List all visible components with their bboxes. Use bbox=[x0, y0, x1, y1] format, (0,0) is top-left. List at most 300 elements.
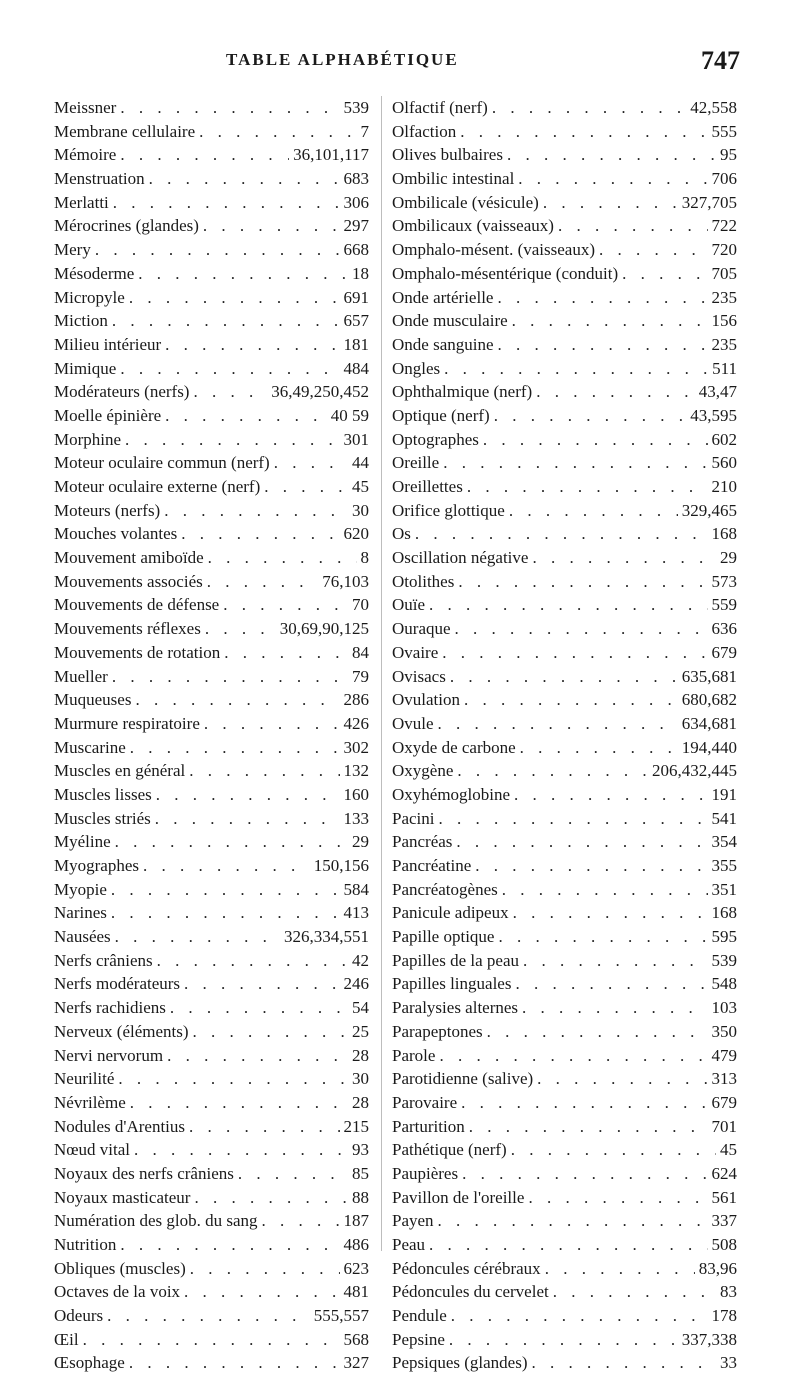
index-term: Mouvement amiboïde bbox=[54, 548, 204, 568]
index-term: Myéline bbox=[54, 832, 111, 852]
page-reference: 43,47 bbox=[698, 382, 737, 402]
index-entry bbox=[392, 688, 737, 712]
page-reference: 657 bbox=[343, 311, 369, 331]
page-reference: 511 bbox=[712, 358, 737, 378]
index-term: Octaves de la voix bbox=[54, 1282, 181, 1302]
index-term: Papille optique bbox=[392, 927, 495, 947]
index-entry bbox=[54, 1233, 369, 1257]
leader-dots bbox=[475, 854, 707, 878]
index-entry bbox=[392, 120, 737, 144]
index-entry bbox=[54, 688, 369, 712]
index-entry bbox=[54, 96, 369, 120]
page-reference: 194,440 bbox=[681, 737, 737, 757]
page-reference: 337,338 bbox=[681, 1329, 737, 1349]
leader-dots bbox=[443, 451, 707, 475]
leader-dots bbox=[462, 1162, 707, 1186]
index-term: Optographes bbox=[392, 429, 479, 449]
leader-dots bbox=[189, 1115, 339, 1139]
page-reference: 40 59 bbox=[330, 405, 369, 425]
leader-dots bbox=[130, 1091, 348, 1115]
index-term: Ombilic intestinal bbox=[392, 169, 515, 189]
page-reference: 337 bbox=[711, 1211, 737, 1231]
index-term: Noyaux masticateur bbox=[54, 1187, 191, 1207]
index-term: Ombilicaux (vaisseaux) bbox=[392, 216, 554, 236]
index-entry bbox=[392, 1280, 737, 1304]
leader-dots bbox=[512, 309, 708, 333]
leader-dots bbox=[520, 736, 678, 760]
index-entry bbox=[392, 593, 737, 617]
leader-dots bbox=[193, 380, 267, 404]
page-reference: 18 bbox=[352, 263, 369, 283]
leader-dots bbox=[164, 499, 348, 523]
index-entry bbox=[54, 712, 369, 736]
leader-dots bbox=[469, 1115, 708, 1139]
page-reference: 484 bbox=[343, 358, 369, 378]
leader-dots bbox=[107, 1304, 310, 1328]
page-reference: 706 bbox=[711, 169, 737, 189]
index-entry bbox=[54, 949, 369, 973]
leader-dots bbox=[536, 380, 695, 404]
page-reference: 76,103 bbox=[322, 571, 369, 591]
index-term: Oreille bbox=[392, 453, 440, 473]
index-entry bbox=[392, 1351, 737, 1375]
page-reference: 156 bbox=[711, 311, 737, 331]
leader-dots bbox=[207, 570, 319, 594]
page-reference: 297 bbox=[343, 216, 369, 236]
index-term: Muqueuses bbox=[54, 690, 132, 710]
index-entry bbox=[54, 191, 369, 215]
index-entry bbox=[392, 262, 737, 286]
index-entry bbox=[54, 262, 369, 286]
leader-dots bbox=[181, 522, 339, 546]
index-entry bbox=[392, 830, 737, 854]
leader-dots bbox=[537, 1067, 707, 1091]
index-term: Parole bbox=[392, 1045, 436, 1065]
page-reference: 85 bbox=[352, 1163, 369, 1183]
index-term: Omphalo-mésent. (vaisseaux) bbox=[392, 240, 595, 260]
index-entry bbox=[392, 665, 737, 689]
index-term: Pepsine bbox=[392, 1329, 445, 1349]
page-reference: 705 bbox=[711, 263, 737, 283]
index-term: Parovaire bbox=[392, 1092, 458, 1112]
index-entry bbox=[392, 1067, 737, 1091]
page-reference: 84 bbox=[352, 642, 369, 662]
index-entry bbox=[392, 238, 737, 262]
leader-dots bbox=[135, 688, 339, 712]
index-term: Nerfs rachidiens bbox=[54, 998, 166, 1018]
leader-dots bbox=[224, 641, 348, 665]
page-reference: 54 bbox=[352, 998, 369, 1018]
index-term: Ovulation bbox=[392, 690, 460, 710]
page-reference: 168 bbox=[711, 903, 737, 923]
page-reference: 602 bbox=[711, 429, 737, 449]
index-term: Œsophage bbox=[54, 1353, 125, 1373]
index-entry bbox=[54, 499, 369, 523]
leader-dots bbox=[497, 286, 707, 310]
index-entry bbox=[392, 949, 737, 973]
index-term: Muscles lisses bbox=[54, 784, 152, 804]
leader-dots bbox=[553, 1280, 716, 1304]
leader-dots bbox=[165, 333, 339, 357]
index-entry bbox=[392, 428, 737, 452]
page-reference: 36,49,250,452 bbox=[271, 382, 369, 402]
index-entry bbox=[392, 617, 737, 641]
index-entry bbox=[392, 901, 737, 925]
page-reference: 623 bbox=[343, 1258, 369, 1278]
page-reference: 28 bbox=[352, 1045, 369, 1065]
index-entry bbox=[392, 807, 737, 831]
index-term: Pepsiques (glandes) bbox=[392, 1353, 528, 1373]
index-entry bbox=[54, 309, 369, 333]
index-term: Oxyde de carbone bbox=[392, 737, 516, 757]
index-term: Pancréatine bbox=[392, 856, 472, 875]
index-term: Ophthalmique (nerf) bbox=[392, 382, 533, 402]
index-entry bbox=[54, 878, 369, 902]
leader-dots bbox=[449, 1328, 678, 1352]
leader-dots bbox=[507, 143, 716, 167]
index-entry bbox=[392, 759, 737, 783]
leader-dots bbox=[156, 783, 340, 807]
index-term: Ongles bbox=[392, 358, 441, 378]
index-term: Micropyle bbox=[54, 287, 125, 307]
index-term: Obliques (muscles) bbox=[54, 1258, 186, 1278]
index-term: Numération des glob. du sang bbox=[54, 1211, 258, 1231]
leader-dots bbox=[429, 1233, 707, 1257]
index-entry bbox=[54, 1067, 369, 1091]
leader-dots bbox=[274, 451, 348, 475]
leader-dots bbox=[532, 546, 716, 570]
index-term: Mémoire bbox=[54, 145, 117, 165]
page-reference: 680,682 bbox=[681, 690, 737, 710]
index-entry bbox=[54, 1280, 369, 1304]
index-term: Pancréas bbox=[392, 832, 453, 852]
page-reference: 30,69,90,125 bbox=[279, 619, 369, 639]
page-reference: 326,334,551 bbox=[284, 927, 369, 947]
index-entry bbox=[392, 333, 737, 357]
index-term: Nodules d'Arentius bbox=[54, 1116, 186, 1136]
index-entry bbox=[54, 593, 369, 617]
page-reference: 150,156 bbox=[313, 856, 369, 875]
leader-dots bbox=[458, 570, 707, 594]
page-reference: 210 bbox=[711, 477, 737, 496]
index-term: Oreillettes bbox=[392, 477, 463, 496]
index-column-left bbox=[54, 96, 369, 1375]
index-term: Oxygène bbox=[392, 761, 454, 781]
leader-dots bbox=[622, 262, 707, 286]
index-term: Muscarine bbox=[54, 737, 126, 757]
page-reference: 29 bbox=[352, 832, 369, 852]
page-reference: 191 bbox=[711, 784, 737, 804]
index-term: Papilles de la peau bbox=[392, 950, 519, 970]
index-term: Paralysies alternes bbox=[392, 998, 519, 1018]
leader-dots bbox=[545, 1257, 695, 1281]
index-entry bbox=[54, 617, 369, 641]
page-reference: 306 bbox=[343, 192, 369, 212]
index-entry bbox=[54, 901, 369, 925]
leader-dots bbox=[599, 238, 708, 262]
index-term: Nausées bbox=[54, 927, 111, 947]
index-entry bbox=[54, 736, 369, 760]
leader-dots bbox=[149, 167, 340, 191]
index-term: Mérocrines (glandes) bbox=[54, 216, 199, 236]
leader-dots bbox=[415, 522, 708, 546]
page-reference: 679 bbox=[711, 642, 737, 662]
index-term: Œil bbox=[54, 1329, 79, 1349]
index-entry bbox=[392, 499, 737, 523]
index-entry bbox=[392, 522, 737, 546]
page-reference: 7 bbox=[360, 121, 369, 141]
leader-dots bbox=[439, 1044, 707, 1068]
index-entry bbox=[392, 286, 737, 310]
leader-dots bbox=[155, 807, 340, 831]
leader-dots bbox=[157, 949, 348, 973]
page-reference: 206,432,445 bbox=[652, 761, 737, 781]
index-term: Parapeptones bbox=[392, 1021, 483, 1041]
page-reference: 691 bbox=[343, 287, 369, 307]
index-term: Ovule bbox=[392, 713, 434, 733]
page-reference: 555,557 bbox=[313, 1306, 369, 1326]
page-reference: 215 bbox=[343, 1116, 369, 1136]
index-entry bbox=[392, 641, 737, 665]
leader-dots bbox=[522, 996, 707, 1020]
index-entry bbox=[54, 451, 369, 475]
index-entry bbox=[392, 475, 737, 499]
page-reference: 45 bbox=[720, 1140, 737, 1160]
index-term: Nervi nervorum bbox=[54, 1045, 164, 1065]
index-term: Muscles striés bbox=[54, 808, 151, 828]
page-reference: 45 bbox=[352, 477, 369, 496]
index-entry bbox=[54, 972, 369, 996]
leader-dots bbox=[167, 1044, 348, 1068]
index-term: Mery bbox=[54, 240, 91, 260]
leader-dots bbox=[518, 167, 707, 191]
index-entry bbox=[392, 380, 737, 404]
page-reference: 701 bbox=[711, 1116, 737, 1136]
index-term: Ouïe bbox=[392, 595, 426, 615]
index-entry bbox=[392, 1020, 737, 1044]
index-entry bbox=[54, 238, 369, 262]
index-entry bbox=[54, 404, 369, 428]
page-reference: 624 bbox=[711, 1163, 737, 1183]
page-reference: 329,465 bbox=[681, 500, 737, 520]
index-entry bbox=[392, 570, 737, 594]
leader-dots bbox=[438, 712, 678, 736]
leader-dots bbox=[238, 1162, 348, 1186]
index-term: Neurilité bbox=[54, 1069, 115, 1089]
index-term: Olfactif (nerf) bbox=[392, 98, 488, 117]
page-reference: 720 bbox=[711, 240, 737, 260]
page-reference: 187 bbox=[343, 1211, 369, 1231]
page-reference: 722 bbox=[711, 216, 737, 236]
index-entry bbox=[392, 878, 737, 902]
index-entry bbox=[392, 1233, 737, 1257]
index-term: Payen bbox=[392, 1211, 434, 1231]
index-term: Meissner bbox=[54, 98, 117, 117]
index-term: Mouvements réflexes bbox=[54, 619, 201, 639]
page-reference: 88 bbox=[352, 1187, 369, 1207]
index-term: Myopie bbox=[54, 879, 107, 899]
index-entry bbox=[392, 143, 737, 167]
index-entry bbox=[54, 1351, 369, 1375]
index-entry bbox=[392, 1304, 737, 1328]
leader-dots bbox=[165, 404, 327, 428]
index-term: Peau bbox=[392, 1235, 426, 1254]
leader-dots bbox=[208, 546, 357, 570]
index-term: Nerveux (éléments) bbox=[54, 1021, 189, 1041]
leader-dots bbox=[115, 925, 280, 949]
index-term: Menstruation bbox=[54, 169, 145, 189]
page-reference: 313 bbox=[711, 1069, 737, 1089]
leader-dots bbox=[112, 665, 348, 689]
index-entry bbox=[392, 214, 737, 238]
leader-dots bbox=[498, 925, 707, 949]
index-entry bbox=[54, 357, 369, 381]
index-entry bbox=[54, 665, 369, 689]
page-reference: 327 bbox=[343, 1353, 369, 1373]
leader-dots bbox=[461, 1091, 707, 1115]
page-reference: 235 bbox=[711, 334, 737, 354]
index-term: Onde artérielle bbox=[392, 287, 494, 307]
page-reference: 302 bbox=[343, 737, 369, 757]
index-entry bbox=[392, 736, 737, 760]
leader-dots bbox=[264, 475, 348, 499]
index-entry bbox=[54, 1209, 369, 1233]
leader-dots bbox=[494, 404, 687, 428]
leader-dots bbox=[515, 972, 707, 996]
index-term: Os bbox=[392, 524, 411, 544]
index-term: Paupières bbox=[392, 1163, 459, 1183]
leader-dots bbox=[112, 309, 340, 333]
running-title: TABLE ALPHABÉTIQUE bbox=[226, 50, 459, 69]
page-reference: 43,595 bbox=[690, 405, 737, 425]
index-term: Moteur oculaire externe (nerf) bbox=[54, 477, 261, 496]
leader-dots bbox=[558, 214, 708, 238]
index-entry bbox=[392, 1138, 737, 1162]
leader-dots bbox=[204, 712, 340, 736]
leader-dots bbox=[439, 807, 708, 831]
index-term: Papilles linguales bbox=[392, 974, 512, 994]
leader-dots bbox=[194, 1186, 348, 1210]
index-entry bbox=[54, 1091, 369, 1115]
index-entry bbox=[392, 451, 737, 475]
index-term: Ovaire bbox=[392, 642, 439, 662]
leader-dots bbox=[457, 759, 648, 783]
page-reference: 481 bbox=[343, 1282, 369, 1302]
index-term: Parotidienne (salive) bbox=[392, 1069, 534, 1089]
index-term: Merlatti bbox=[54, 192, 109, 212]
page-reference: 679 bbox=[711, 1092, 737, 1112]
page-reference: 246 bbox=[343, 974, 369, 994]
index-entry bbox=[54, 1115, 369, 1139]
index-term: Noyaux des nerfs crâniens bbox=[54, 1163, 234, 1183]
leader-dots bbox=[120, 96, 339, 120]
index-entry bbox=[392, 1186, 737, 1210]
index-entry bbox=[54, 570, 369, 594]
leader-dots bbox=[111, 878, 340, 902]
column-divider bbox=[381, 96, 382, 1251]
leader-dots bbox=[143, 854, 310, 878]
index-entry bbox=[54, 925, 369, 949]
index-term: Murmure respiratoire bbox=[54, 713, 200, 733]
index-entry bbox=[54, 807, 369, 831]
index-term: Membrane cellulaire bbox=[54, 121, 196, 141]
leader-dots bbox=[514, 783, 707, 807]
page-reference: 181 bbox=[343, 334, 369, 354]
page-reference: 635,681 bbox=[681, 666, 737, 686]
index-entry bbox=[54, 286, 369, 310]
page-reference: 350 bbox=[711, 1021, 737, 1041]
leader-dots bbox=[203, 214, 340, 238]
page-reference: 355 bbox=[711, 856, 737, 875]
index-entry bbox=[54, 854, 369, 878]
leader-dots bbox=[118, 1067, 348, 1091]
index-entry bbox=[54, 333, 369, 357]
index-entry bbox=[54, 214, 369, 238]
index-term: Nœud vital bbox=[54, 1140, 131, 1160]
leader-dots bbox=[528, 1186, 707, 1210]
page-reference: 178 bbox=[711, 1306, 737, 1326]
index-entry bbox=[54, 120, 369, 144]
index-term: Myographes bbox=[54, 856, 139, 875]
leader-dots bbox=[130, 736, 340, 760]
index-entry bbox=[392, 1328, 737, 1352]
index-entry bbox=[392, 309, 737, 333]
index-entry bbox=[392, 191, 737, 215]
page-reference: 568 bbox=[343, 1329, 369, 1349]
page-reference: 559 bbox=[711, 595, 737, 615]
index-term: Optique (nerf) bbox=[392, 405, 490, 425]
page-reference: 235 bbox=[711, 287, 737, 307]
page-reference: 33 bbox=[720, 1353, 737, 1373]
leader-dots bbox=[543, 191, 678, 215]
leader-dots bbox=[523, 949, 708, 973]
leader-dots bbox=[129, 1351, 340, 1375]
index-term: Ovisacs bbox=[392, 666, 446, 686]
leader-dots bbox=[115, 830, 348, 854]
page-reference: 36,101,117 bbox=[293, 145, 369, 165]
index-entry bbox=[392, 1044, 737, 1068]
leader-dots bbox=[223, 593, 348, 617]
leader-dots bbox=[532, 1351, 716, 1375]
page-reference: 683 bbox=[343, 169, 369, 189]
index-term: Névrilème bbox=[54, 1092, 126, 1112]
page-reference: 93 bbox=[352, 1140, 369, 1160]
leader-dots bbox=[456, 830, 707, 854]
page-reference: 70 bbox=[352, 595, 369, 615]
leader-dots bbox=[460, 120, 707, 144]
index-term: Morphine bbox=[54, 429, 122, 449]
leader-dots bbox=[442, 641, 707, 665]
page-reference: 83,96 bbox=[698, 1258, 737, 1278]
page-reference: 426 bbox=[343, 713, 369, 733]
page-reference: 584 bbox=[343, 879, 369, 899]
index-entry bbox=[392, 404, 737, 428]
page-reference: 327,705 bbox=[681, 192, 737, 212]
leader-dots bbox=[120, 143, 289, 167]
index-column-right bbox=[392, 96, 737, 1375]
index-entry bbox=[392, 925, 737, 949]
page-reference: 595 bbox=[711, 927, 737, 947]
index-entry bbox=[392, 1162, 737, 1186]
index-term: Pendule bbox=[392, 1306, 447, 1326]
index-entry bbox=[54, 167, 369, 191]
index-term: Pédoncules cérébraux bbox=[392, 1258, 541, 1278]
index-entry bbox=[392, 996, 737, 1020]
leader-dots bbox=[199, 120, 356, 144]
page-reference: 548 bbox=[711, 974, 737, 994]
leader-dots bbox=[134, 1138, 348, 1162]
index-entry bbox=[54, 475, 369, 499]
